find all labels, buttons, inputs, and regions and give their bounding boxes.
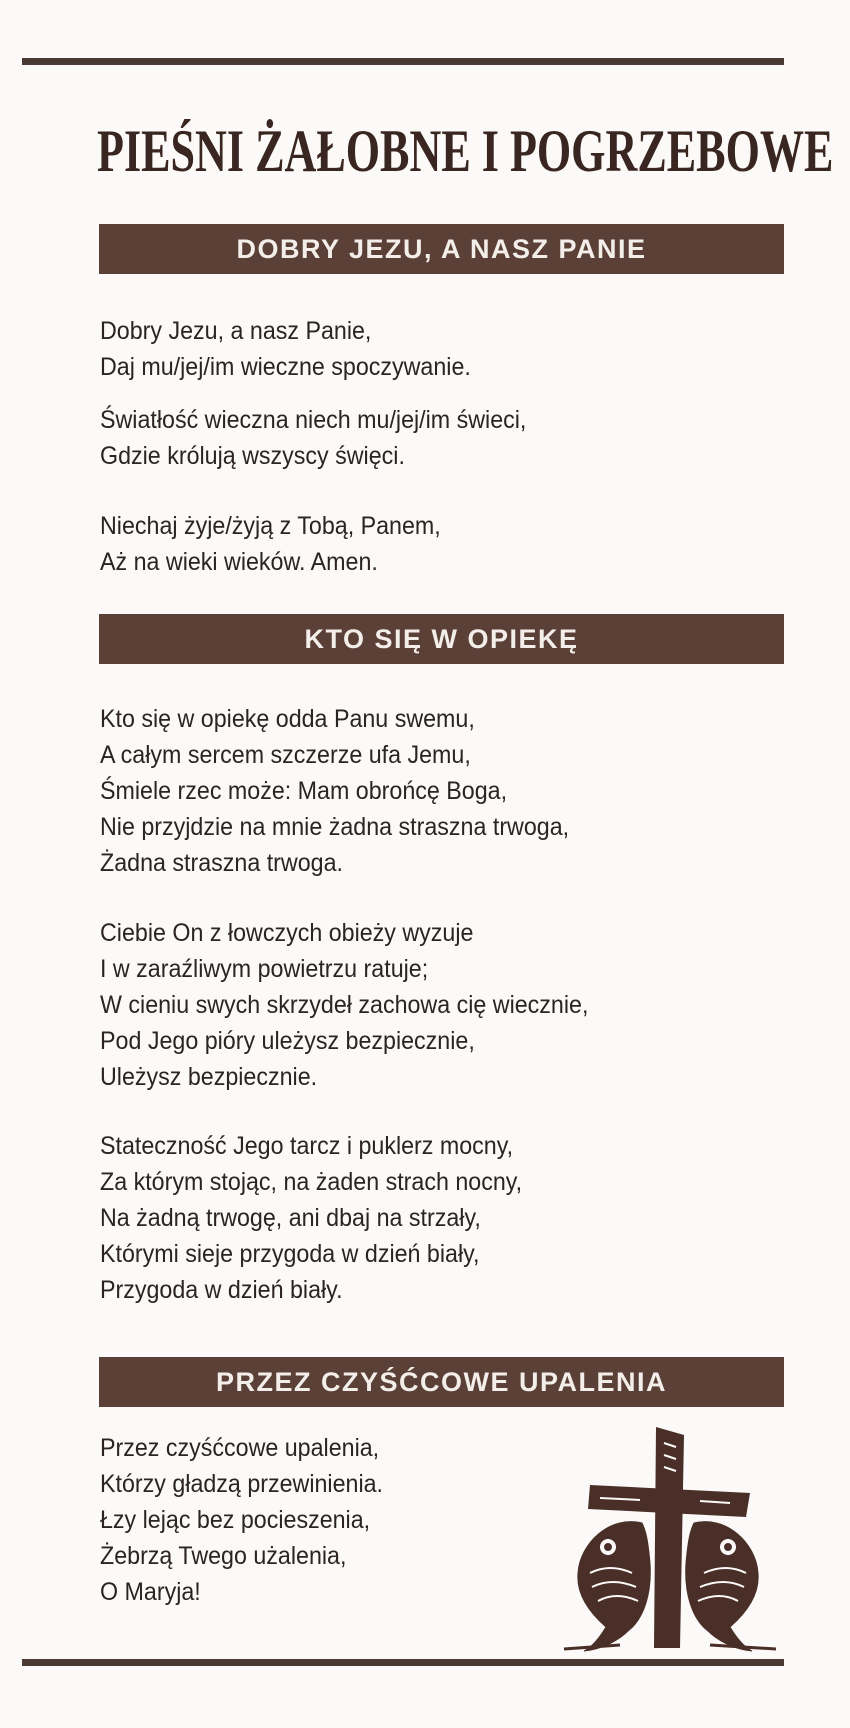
stanza	[100, 402, 526, 474]
stanza	[100, 915, 588, 1095]
stanza	[100, 1430, 383, 1610]
verse-line: Łzy lejąc bez pocieszenia,	[100, 1506, 371, 1534]
verse-line: Światłość wieczna niech mu/jej/im świeci,	[100, 406, 527, 434]
stanza	[100, 701, 569, 881]
top-rule	[22, 58, 784, 65]
verse-line: Śmiele rzec może: Mam obrońcę Boga,	[100, 777, 508, 805]
page-title: PIEŚNI ŻAŁOBNE I POGRZEBOWE	[97, 118, 834, 184]
verse-line: Pod Jego pióry uleżysz bezpiecznie,	[100, 1027, 475, 1055]
verse-line: Którymi sieje przygoda w dzień biały,	[100, 1240, 480, 1268]
verse-line: Dobry Jezu, a nasz Panie,	[100, 317, 372, 345]
stanza	[100, 313, 471, 385]
stanza	[100, 1128, 522, 1308]
verse-line: W cieniu swych skrzydeł zachowa cię wiecznie,	[100, 991, 589, 1019]
verse-line: Aż na wieki wieków. Amen.	[100, 548, 378, 576]
verse-line: Którzy gładzą przewinienia.	[100, 1470, 384, 1498]
verse-line: Daj mu/jej/im wieczne spoczywanie.	[100, 353, 471, 381]
cross-with-fish-icon	[560, 1423, 780, 1653]
verse-line: Nie przyjdzie na mnie żadna straszna trwoga,	[100, 813, 570, 841]
verse-line: A całym sercem szczerze ufa Jemu,	[100, 741, 471, 769]
verse-line: Przygoda w dzień biały.	[100, 1276, 343, 1304]
verse-line: Żebrzą Twego użalenia,	[100, 1542, 347, 1570]
verse-line: Za którym stojąc, na żaden strach nocny,	[100, 1168, 523, 1196]
verse-line: Gdzie królują wszyscy święci.	[100, 442, 405, 470]
song-heading-kto-sie-w-opieke: KTO SIĘ W OPIEKĘ	[99, 614, 784, 664]
verse-line: Stateczność Jego tarcz i puklerz mocny,	[100, 1132, 514, 1160]
stanza	[100, 508, 441, 580]
verse-line: Żadna straszna trwoga.	[100, 849, 343, 877]
bottom-rule	[22, 1659, 784, 1666]
verse-line: Przez czyśćcowe upalenia,	[100, 1434, 380, 1462]
verse-line: Ciebie On z łowczych obieży wyzuje	[100, 919, 474, 947]
song-heading-dobry-jezu: DOBRY JEZU, A NASZ PANIE	[99, 224, 784, 274]
verse-line: Na żadną trwogę, ani dbaj na strzały,	[100, 1204, 481, 1232]
verse-line: O Maryja!	[100, 1578, 201, 1606]
verse-line: Niechaj żyje/żyją z Tobą, Panem,	[100, 512, 441, 540]
song-heading-przez-czysccowe-upalenia: PRZEZ CZYŚĆCOWE UPALENIA	[99, 1357, 784, 1407]
verse-line: Uleżysz bezpiecznie.	[100, 1063, 318, 1091]
verse-line: I w zaraźliwym powietrzu ratuje;	[100, 955, 429, 983]
verse-line: Kto się w opiekę odda Panu swemu,	[100, 705, 475, 733]
